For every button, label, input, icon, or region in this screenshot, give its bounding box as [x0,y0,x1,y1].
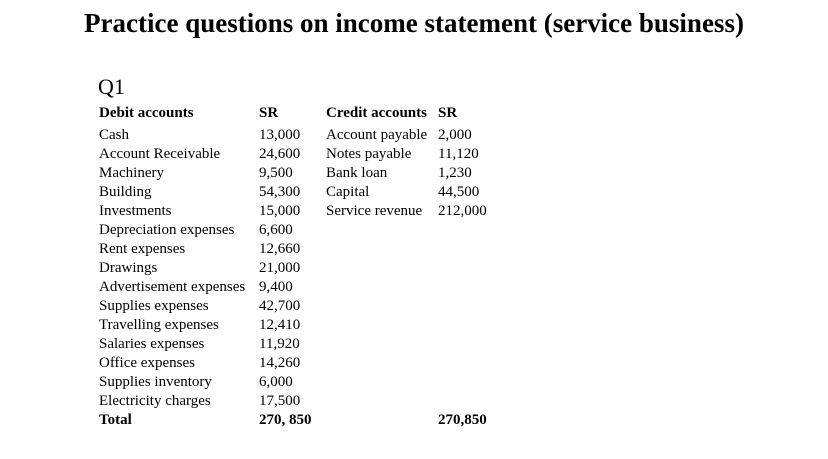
debit-account-amount: 54,300 [259,184,301,200]
debit-account-name: Travelling expenses [99,317,219,333]
credit-amounts-column [438,104,487,430]
credit-amount-header: SR [438,105,458,121]
spacer [438,354,487,373]
debit-amounts-column [259,104,312,430]
credit-account-name: Bank loan [326,165,388,181]
spacer [438,259,487,278]
debit-account-amount: 42,700 [259,298,301,314]
debit-total: 270, 850 [259,412,312,428]
debit-account-amount: 12,660 [259,241,301,257]
credit-account-amount: 11,120 [438,146,479,162]
debit-account-amount: 15,000 [259,203,301,219]
debit-accounts-header: Debit accounts [99,105,194,121]
spacer [438,373,487,392]
debit-account-name: Supplies inventory [99,374,212,390]
credit-account-name: Notes payable [326,146,412,162]
debit-account-amount: 24,600 [259,146,301,162]
credit-accounts-column [326,104,427,221]
debit-account-amount: 17,500 [259,393,301,409]
credit-account-name: Service revenue [326,203,423,219]
credit-account-amount: 1,230 [438,165,472,181]
debit-account-name: Machinery [99,165,164,181]
debit-account-amount: 14,260 [259,355,301,371]
debit-account-name: Supplies expenses [99,298,209,314]
credit-account-name: Capital [326,184,370,200]
debit-account-name: Investments [99,203,172,219]
spacer [438,240,487,259]
debit-account-name: Depreciation expenses [99,222,235,238]
credit-account-amount: 212,000 [438,203,487,219]
total-label: Total [99,412,132,428]
debit-account-amount: 6,000 [259,374,293,390]
debit-account-amount: 12,410 [259,317,301,333]
spacer [438,392,487,411]
debit-account-name: Rent expenses [99,241,186,257]
spacer [438,335,487,354]
credit-account-amount: 44,500 [438,184,480,200]
debit-amount-header: SR [259,105,279,121]
question-label: Q1 [98,74,125,99]
debit-account-amount: 6,600 [259,222,293,238]
debit-account-amount: 21,000 [259,260,301,276]
credit-accounts-header: Credit accounts [326,105,427,121]
credit-account-amount: 2,000 [438,127,472,143]
spacer [438,297,487,316]
debit-account-amount: 13,000 [259,127,301,143]
debit-account-name: Salaries expenses [99,336,205,352]
debit-account-name: Electricity charges [99,393,211,409]
credit-total: 270,850 [438,412,487,428]
debit-account-name: Drawings [99,260,158,276]
page-title: Practice questions on income statement (service business) [84,8,744,38]
debit-account-name: Building [99,184,152,200]
debit-account-amount: 9,500 [259,165,293,181]
debit-account-name: Account Receivable [99,146,221,162]
debit-account-name: Office expenses [99,355,195,371]
debit-account-name: Cash [99,127,129,143]
debit-account-name: Advertisement expenses [99,279,246,295]
credit-account-name: Account payable [326,127,428,143]
spacer [438,221,487,240]
debit-account-amount: 9,400 [259,279,293,295]
spacer [438,278,487,297]
debit-accounts-column [99,104,245,430]
spacer [438,316,487,335]
debit-account-amount: 11,920 [259,336,300,352]
